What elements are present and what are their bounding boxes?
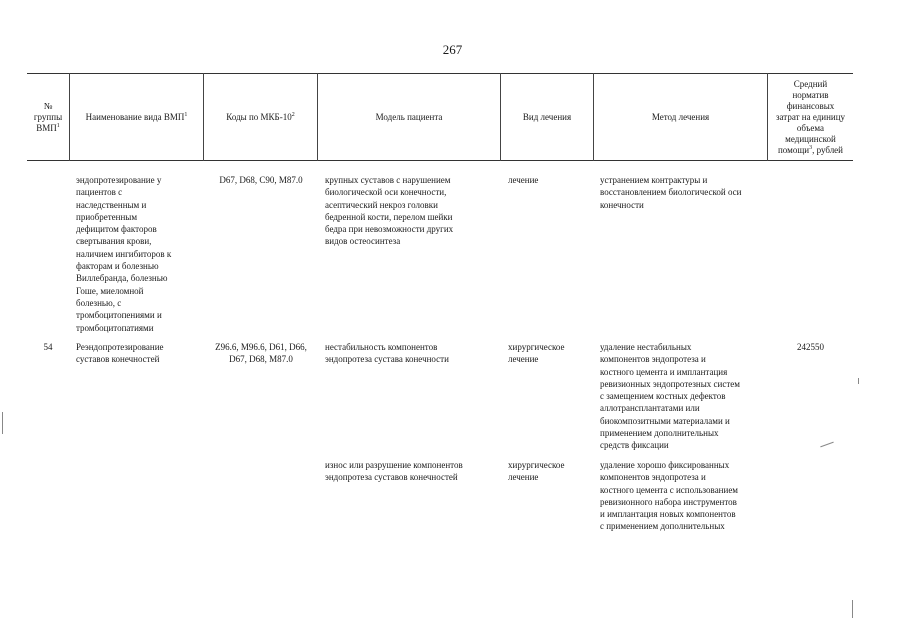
row2-treatment-type: хирургическое лечение xyxy=(508,342,565,365)
header-group-number: № группы ВМП$^1$ xyxy=(33,100,63,133)
row2-vmp-name: Реэндопротезирование суставов конечностей xyxy=(76,342,164,365)
row1-vmp-name: эндопротезирование у пациентов с наследственным и приобретенным дефицитом факторов свертывания крови, наличием ингибиторов к факторам и болезнью Виллебранда, болезнью Гоше, миеломной болезнью, с тромбоцитопениями и тромбоцитопатиями xyxy=(76,175,172,333)
header-mkb-codes: Коды по МКБ-$10^2$ xyxy=(226,111,295,122)
row3-treatment-method: удаление хорошо фиксированных компонентов эндопротеза и костного цемента с использованием ревизионного набора инструментов и имплантация новых компонентов с применением дополнительных xyxy=(600,460,739,532)
page-number: 267 xyxy=(442,42,463,57)
scan-mark xyxy=(852,600,853,618)
row1-mkb-codes: D67, D68, C90, M87.0 xyxy=(219,175,303,185)
row1-patient-model: крупных суставов с нарушением биологической оси конечности, асептический некроз головки бедренной кости, перелом шейки бедра при невозможности других видов остеосинтеза xyxy=(325,175,454,247)
row2-average-cost: 242550 xyxy=(797,342,824,352)
header-average-cost: Средний норматив финансовых затрат на единицу объема медицинской помощи$^3$, рублей xyxy=(775,78,846,155)
header-vmp-name: Наименование вида ВМП$^1$ xyxy=(85,111,188,122)
scan-mark xyxy=(858,378,859,384)
table-header-bottom-border xyxy=(27,160,853,161)
row3-treatment-type: хирургическое лечение xyxy=(508,460,565,483)
scan-mark xyxy=(2,412,3,434)
row1-treatment-method: устранением контрактуры и восстановлением биологической оси конечности xyxy=(600,175,742,210)
header-patient-model: Модель пациента xyxy=(375,111,443,122)
row2-patient-model: нестабильность компонентов эндопротеза сустава конечности xyxy=(325,342,449,365)
row2-group-number: 54 xyxy=(43,342,53,352)
row1-treatment-type: лечение xyxy=(508,175,539,185)
row2-treatment-method: удаление нестабильных компонентов эндопротеза и костного цемента и имплантация ревизионных эндопротезных систем с замещением костных дефектов аллотрансплантатами или биокомпозитными материалами и применением дополнительных средств фиксации xyxy=(600,342,740,451)
header-treatment-method: Метод лечения xyxy=(651,111,710,122)
scan-mark xyxy=(820,442,833,448)
header-treatment-type: Вид лечения xyxy=(522,111,572,122)
row3-patient-model: износ или разрушение компонентов эндопротеза суставов конечностей xyxy=(325,460,463,483)
row2-mkb-codes: Z96.6, M96.6, D61, D66, D67, D68, M87.0 xyxy=(215,342,307,365)
